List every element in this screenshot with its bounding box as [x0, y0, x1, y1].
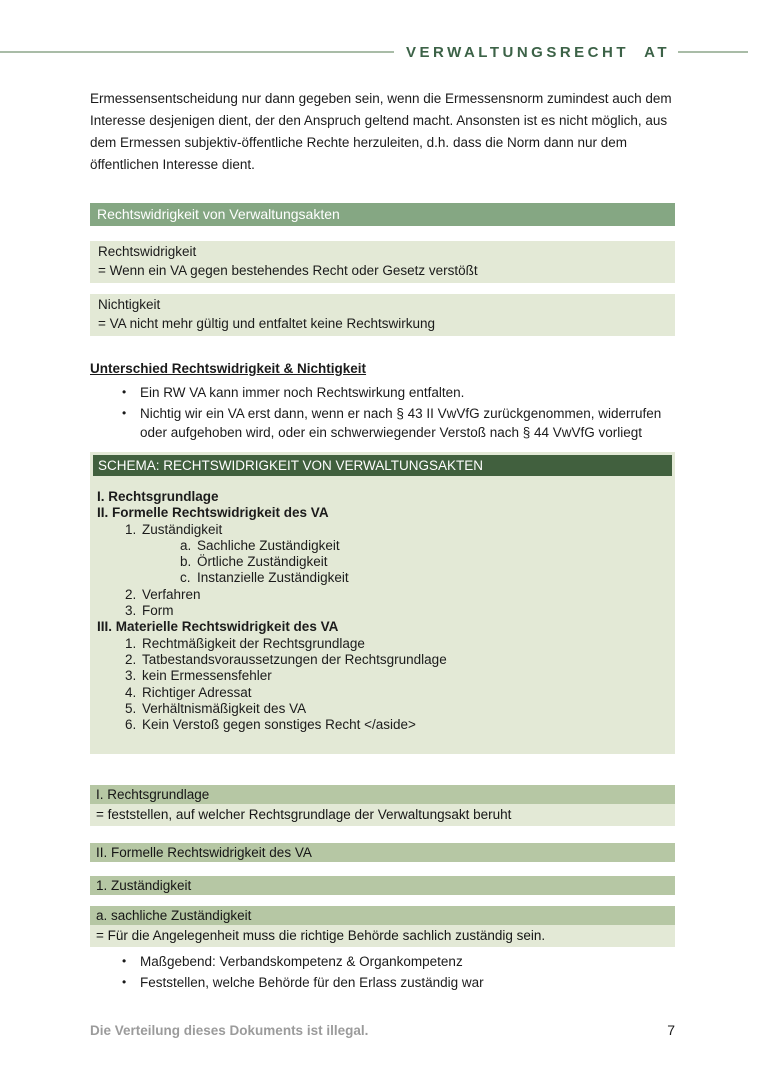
- outline-heading: II. Formelle Rechtswidrigkeit des VA: [97, 505, 329, 521]
- section-bar: I. Rechtsgrundlage: [90, 785, 675, 804]
- page-header: [0, 43, 748, 61]
- section-bar: II. Formelle Rechtswidrigkeit des VA: [90, 843, 675, 862]
- header-rule-right: [678, 51, 748, 53]
- list-item: [90, 973, 675, 992]
- list-item: [90, 952, 675, 971]
- outline-item: 3. Form: [125, 603, 174, 619]
- difference-bullet-list: [90, 383, 675, 442]
- section-bar: 1. Zuständigkeit: [90, 876, 675, 895]
- section-title-bar: Rechtswidrigkeit von Verwaltungsakten: [90, 203, 675, 226]
- bullet-icon: •: [122, 385, 127, 399]
- difference-heading: Unterschied Rechtswidrigkeit & Nichtigkeit: [90, 361, 367, 376]
- section-bar: a. sachliche Zuständigkeit: [90, 906, 675, 925]
- section-rechtsgrundlage: [90, 785, 675, 826]
- outline-heading: I. Rechtsgrundlage: [97, 489, 219, 504]
- bullet-text: Maßgebend: Verbandskompetenz & Organkompetenz: [140, 954, 463, 970]
- bullet-text: Feststellen, welche Behörde für den Erlass zuständig war: [140, 975, 484, 991]
- definition-term: Rechtswidrigkeit: [98, 244, 197, 259]
- section-sub: = feststellen, auf welcher Rechtsgrundlage der Verwaltungsakt beruht: [90, 804, 675, 826]
- section-zustaendigkeit: [90, 876, 675, 895]
- page-content: [90, 88, 675, 992]
- outline-item: 6. Kein Verstoß gegen sonstiges Recht </aside>: [125, 717, 416, 733]
- outline-item: 2. Verfahren: [125, 586, 201, 602]
- intro-paragraph: Ermessensentscheidung nur dann gegeben sein, wenn die Ermessensnorm zumindest auch dem Interesse desjenigen dient, der den Anspruch geltend macht. Ansonsten ist es nicht möglich, aus dem Ermessen subjektiv-öffentliche Rechte herzuleiten, d.h. dass die Norm dann nur dem öffentlichen Interesse dient.: [90, 91, 672, 172]
- bullet-text: Nichtig wir ein VA erst dann, wenn er nach § 43 II VwVfG zurückgenommen, widerrufen oder aufgehoben wird, oder ein schwerwiegender Verstoß nach § 44 VwVfG vorliegt: [140, 406, 662, 440]
- list-item: [90, 383, 675, 402]
- page-title: VERWALTUNGSRECHT AT: [406, 43, 670, 61]
- section-sachliche-zustaendigkeit: [90, 906, 675, 947]
- schema-block: [90, 452, 675, 754]
- schema-title-bar: SCHEMA: RECHTSWIDRIGKEIT VON VERWALTUNGSAKTEN: [93, 455, 672, 476]
- footer-warning: Die Verteilung dieses Dokuments ist illegal.: [90, 1023, 369, 1038]
- outline-subitem: a. Sachliche Zuständigkeit: [180, 537, 340, 553]
- outline-item: 2. Tatbestandsvoraussetzungen der Rechtsgrundlage: [125, 651, 447, 667]
- definition-text: = VA nicht mehr gültig und entfaltet keine Rechtswirkung: [98, 315, 436, 331]
- definition-text: = Wenn ein VA gegen bestehendes Recht oder Gesetz verstößt: [98, 262, 478, 278]
- definition-term: Nichtigkeit: [98, 297, 161, 312]
- outline-item: 1. Rechtmäßigkeit der Rechtsgrundlage: [125, 635, 365, 651]
- list-item: [90, 404, 675, 442]
- page-footer: [90, 1022, 675, 1038]
- outline-item: 3. kein Ermessensfehler: [125, 668, 272, 684]
- outline-subitem: c. Instanzielle Zuständigkeit: [180, 570, 349, 586]
- outline-heading: III. Materielle Rechtswidrigkeit des VA: [97, 619, 339, 635]
- schema-outline: [93, 476, 672, 751]
- definition-box-nichtigkeit: [90, 294, 675, 336]
- section-bullet-list: [90, 952, 675, 992]
- outline-item: 5. Verhältnismäßigkeit des VA: [125, 700, 307, 716]
- bullet-icon: •: [122, 406, 127, 420]
- bullet-text: Ein RW VA kann immer noch Rechtswirkung entfalten.: [140, 385, 465, 400]
- outline-subitem: b. Örtliche Zuständigkeit: [180, 554, 328, 570]
- bullet-icon: •: [122, 954, 127, 969]
- page-number: 7: [667, 1022, 675, 1038]
- outline-item: 1. Zuständigkeit: [125, 521, 223, 537]
- section-formelle-rechtswidrigkeit: [90, 843, 675, 862]
- definition-box-rechtswidrigkeit: [90, 241, 675, 283]
- outline-item: 4. Richtiger Adressat: [125, 684, 252, 700]
- section-sub: = Für die Angelegenheit muss die richtige Behörde sachlich zuständig sein.: [90, 925, 675, 947]
- header-rule-left: [0, 51, 394, 53]
- bullet-icon: •: [122, 975, 127, 990]
